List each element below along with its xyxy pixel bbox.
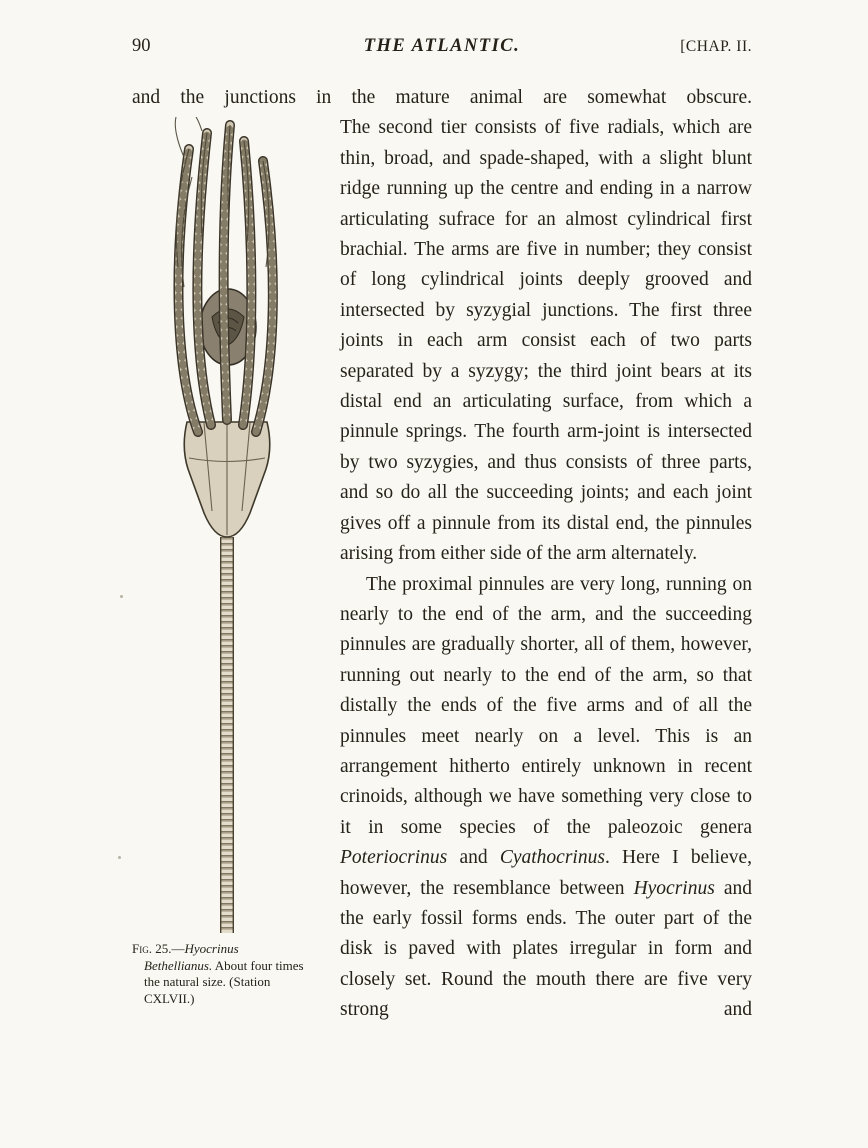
genus-cyathocrinus: Cyathocrinus (499, 847, 605, 869)
running-title: THE ATLANTIC. (363, 36, 521, 56)
caption-detail: About four times the natural size. (Station CXLVII.) (144, 957, 304, 1006)
text-segment: The proximal pinnules are very long, running on nearly to the end of the arm, and the succeeding pinnules are gradually shorter, all of them, however, running out nearly to the end of the arm, so that distally the ends of the five arms and of all the pinnules meet nearly on a level. This is an arrangement hitherto entirely unknown in recent crinoids, although we have something very close to it in some species of the paleozoic genera (340, 573, 752, 838)
text-segment: . Here I believe, however, the resemblance between (340, 847, 753, 899)
genus-hyocrinus: Hyocrinus (633, 877, 715, 899)
text-segment: and (447, 847, 500, 869)
figure-crinoid (132, 117, 324, 1019)
page-header (132, 36, 752, 57)
caption-fig-label: Fig. 25.— (132, 941, 185, 957)
chapter-label: [CHAP. II. (680, 38, 752, 55)
crinoid-arms (178, 125, 272, 432)
text-segment: and the early fossil forms ends. The outer part of the disk is paved with plates irregular in form and closely set. Round the mouth there are five very strong and (340, 877, 752, 1021)
paragraph-radials: The second tier consists of five radials, which are thin, broad, and spade-shaped, with a slight blunt ridge running up the centre and ending in a narrow articulating sufrace for an almost cylindrical first brachial. The arms are five in number; they consist of long cylindrical joints deeply grooved and intersected by syzygial junctions. The first three joints in each arm consist each of two parts separated by a syzygy; the third joint bears at its distal end an articulating surface, from which a pinnule springs. The fourth arm-joint is intersected by two syzygies, and thus consists of three parts, and so do all the succeeding joints; and each joint gives off a pinnule from its distal end, the pinnules arising from either side of the arm alternately. (340, 117, 752, 565)
body-text (132, 83, 752, 1026)
page-number: 90 (132, 36, 151, 56)
opening-line: and the junctions in the mature animal are somewhat obscure. (132, 87, 752, 108)
crinoid-illustration-icon (132, 117, 322, 937)
caption-species-name: Hyocrinus Bethellianus. (144, 941, 239, 973)
genus-poteriocrinus: Poteriocrinus (340, 847, 448, 869)
scan-speck (118, 856, 121, 859)
figure-caption (132, 941, 306, 1007)
scan-speck (120, 595, 123, 598)
